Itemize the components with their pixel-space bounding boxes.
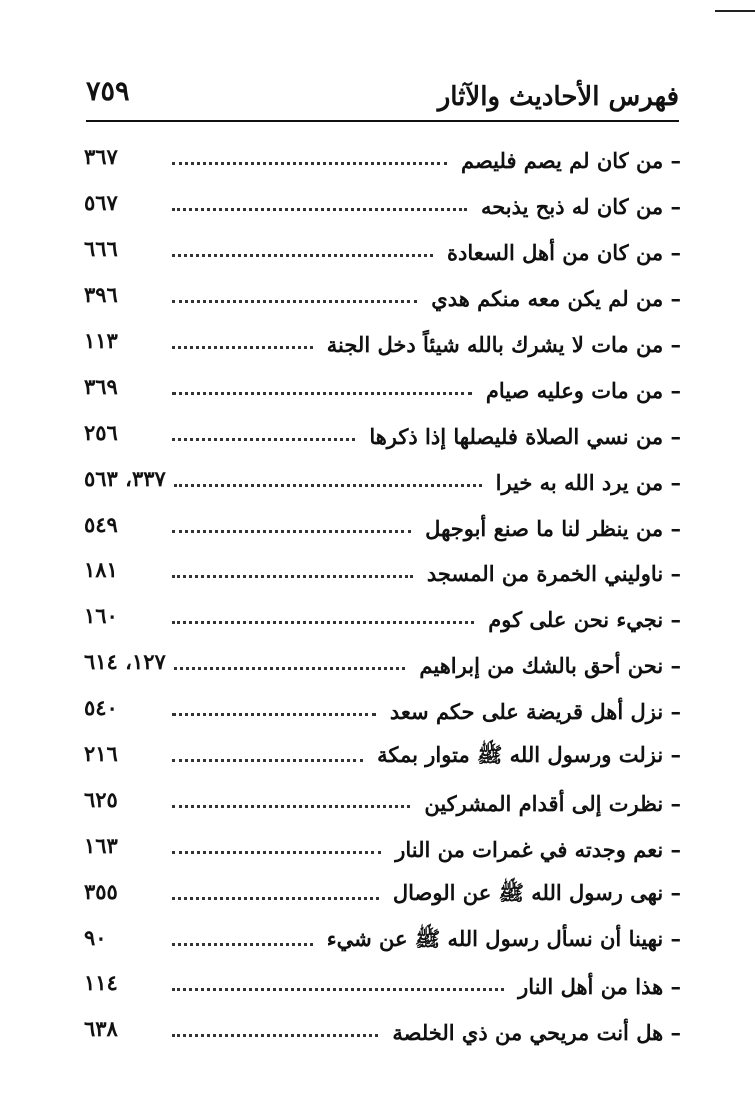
index-entry xyxy=(84,597,681,643)
entry-page-number: ٥٤٩ xyxy=(84,511,118,537)
index-entry xyxy=(84,826,681,872)
dot-leader xyxy=(172,988,504,991)
entry-page-number: ٣٦٩ xyxy=(84,373,118,399)
index-entry xyxy=(84,276,681,322)
entry-page-number: ٢٥٦ xyxy=(84,419,118,445)
entry-text: – من كان من أهل السعادة xyxy=(446,240,681,266)
entry-text: – نظرت إلى أقدام المشركين xyxy=(424,790,681,816)
entry-page-number: ٦٢٥ xyxy=(84,786,118,812)
index-entry xyxy=(84,505,681,551)
index-entry xyxy=(84,918,681,964)
entry-page-number: ١٦٣ xyxy=(84,832,118,858)
page-header xyxy=(86,76,679,122)
index-entry xyxy=(84,643,681,689)
entry-page-number: ٣٥٥ xyxy=(84,878,118,904)
entry-page-number: ٢١٦ xyxy=(84,741,118,767)
page-number: ٧٥٩ xyxy=(86,76,130,107)
index-entry xyxy=(84,872,681,918)
entry-page-number: ٥٦٧ xyxy=(84,190,118,216)
dot-leader xyxy=(172,851,381,854)
dot-leader xyxy=(172,208,467,211)
page-title: فهرس الأحاديث والآثار xyxy=(437,82,679,112)
dot-leader xyxy=(172,621,474,624)
entry-page-number: ٣٣٧، ٥٦٣ xyxy=(84,465,166,491)
index-entry xyxy=(84,1010,681,1056)
entry-text: – نعم وجدته في غمرات من النار xyxy=(395,836,681,862)
dot-leader xyxy=(172,1034,378,1037)
index-entry xyxy=(84,551,681,597)
entry-page-number: ٦٣٨ xyxy=(84,1016,118,1042)
index-entry xyxy=(84,184,681,230)
entry-text: – نحن أحق بالشك من إبراهيم xyxy=(419,653,681,679)
entry-page-number: ١٦٠ xyxy=(84,603,118,629)
dot-leader xyxy=(172,162,447,165)
entry-text: – من مات وعليه صيام xyxy=(485,377,681,403)
entry-page-number: ٣٩٦ xyxy=(84,282,118,308)
entry-page-number: ١٢٧، ٦١٤ xyxy=(84,649,166,675)
index-entry xyxy=(84,322,681,368)
entry-text: – نهينا أن نسأل رسول الله ﷺ عن شيء xyxy=(326,925,681,951)
entry-page-number: ٥٤٠ xyxy=(84,695,118,721)
entry-text: – من نسي الصلاة فليصلها إذا ذكرها xyxy=(369,423,681,449)
dot-leader xyxy=(172,254,433,257)
entry-text: – نزل أهل قريضة على حكم سعد xyxy=(389,699,681,725)
entry-text: – من يرد الله به خيرا xyxy=(495,469,681,495)
entry-text: – نهى رسول الله ﷺ عن الوصال xyxy=(392,879,681,905)
index-list xyxy=(84,138,681,1056)
entry-page-number: ١١٣ xyxy=(84,328,118,353)
dot-leader xyxy=(172,346,313,349)
index-entry xyxy=(84,230,681,276)
dot-leader xyxy=(174,667,406,670)
entry-text: – من ينظر لنا ما صنع أبوجهل xyxy=(425,515,681,541)
entry-page-number: ١١٤ xyxy=(84,970,118,996)
index-entry xyxy=(84,138,681,184)
dot-leader xyxy=(172,897,379,900)
entry-text: – من كان له ذبح يذبحه xyxy=(480,194,681,220)
entry-text: – من مات لا يشرك بالله شيئاً دخل الجنة xyxy=(326,332,681,357)
entry-text: – هل أنت مريحي من ذي الخلصة xyxy=(392,1020,681,1046)
dot-leader xyxy=(172,575,413,578)
index-entry xyxy=(84,964,681,1010)
entry-page-number: ١٨١ xyxy=(84,557,118,583)
index-entry xyxy=(84,689,681,735)
dot-leader xyxy=(172,805,410,808)
entry-page-number: ٣٦٧ xyxy=(84,144,118,170)
dot-leader xyxy=(172,438,355,441)
dot-leader xyxy=(172,713,376,716)
dot-leader xyxy=(172,392,472,395)
entry-text: – من لم يكن معه منكم هدي xyxy=(431,286,681,312)
dot-leader xyxy=(172,300,417,303)
index-entry xyxy=(84,367,681,413)
entry-page-number: ٩٠ xyxy=(84,924,107,950)
dot-leader xyxy=(174,484,482,487)
index-entry xyxy=(84,780,681,826)
index-entry xyxy=(84,459,681,505)
dot-leader xyxy=(172,759,363,762)
entry-text: – نزلت ورسول الله ﷺ متوار بمكة xyxy=(377,742,681,768)
entry-page-number: ٦٦٦ xyxy=(84,236,118,262)
dot-leader xyxy=(172,943,313,946)
index-entry xyxy=(84,413,681,459)
entry-text: – هذا من أهل النار xyxy=(518,974,681,1000)
entry-text: – نجيء نحن على كوم xyxy=(488,607,681,633)
entry-text: – ناوليني الخمرة من المسجد xyxy=(426,561,681,587)
entry-text: – من كان لم يصم فليصم xyxy=(460,148,681,174)
dot-leader xyxy=(172,530,411,533)
corner-rule xyxy=(715,10,755,12)
index-entry xyxy=(84,735,681,781)
